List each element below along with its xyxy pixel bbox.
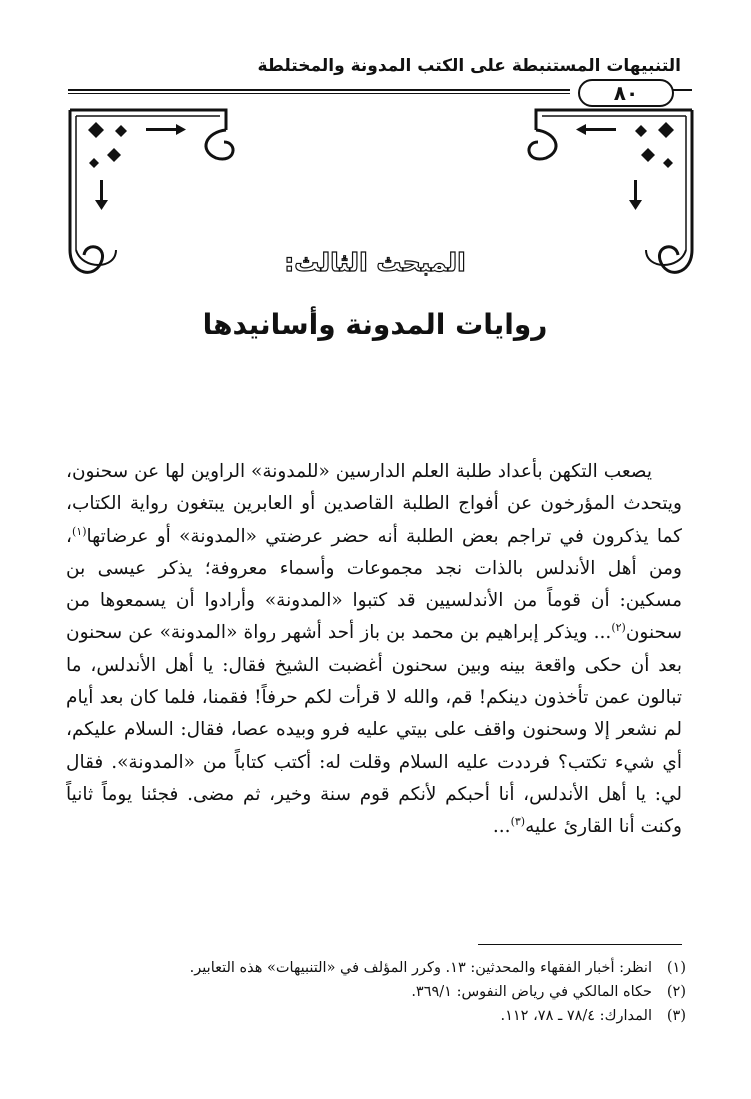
footnote-item (90, 980, 686, 1004)
header-rule-thin (68, 93, 570, 94)
paragraph-part-c: ... ويذكر إبراهيم بن محمد بن باز أحد أشهر رواة «المدونة» عن سحنون بعد أن حكى واقعة بينه وبين سحنون أغضبت الشيخ فقال: يا أهل الأندلس، ما تبالون عمن تأخذون دينكم! قم، والله لا قرأت لكم حرفاً! فقمنا، فلما كان بعد أيام لم نشعر إلا وسحنون واقف على بيتي عليه فرو وبيده عصا، فقال: السلام عليكم، أي شيء تكتب؟ فرددت عليه السلام وقلت له: أكتب كتاباً من «المدونة». فقال لي: يا أهل الأندلس، أنا أحبكم لأنكم قوم سنة وخير، ثم مضى. فجئنا يوماً ثانياً وكنت أنا القارئ عليه (66, 622, 682, 838)
footnote-number: (٣) (666, 1008, 686, 1024)
chapter-title: روايات المدونة وأسانيدها (202, 308, 548, 341)
footnote-item (90, 956, 686, 980)
paragraph (66, 456, 682, 844)
footnote-text: انظر: أخبار الفقهاء والمحدثين: ١٣. وكرر المؤلف في «التنبيهات» هذه التعابير. (189, 960, 652, 976)
chapter-label: المبحث الثالث: (284, 248, 466, 277)
footnote-number: (١) (666, 960, 686, 976)
footnote-item (90, 1004, 686, 1028)
footnote-divider (478, 944, 682, 945)
footnote-ref-2: (٢) (611, 621, 626, 635)
footnote-text: المدارك: ٧٨/٤ ـ ٧٨، ١١٢. (500, 1008, 652, 1024)
paragraph-part-a: يصعب التكهن بأعداد طلبة العلم الدارسين «للمدونة» الراوين لها عن سحنون، ويتحدث المؤرخون عن أفواج الطلبة القاصدين أو العابرين يبتغون رواية الكتاب، كما يذكرون في تراجم بعض الطلبة أنه حضر عرضتي «المدونة» أو عرضاتها (66, 461, 682, 547)
footnote-number: (٢) (666, 984, 686, 1000)
footnote-ref-1: (١) (71, 524, 87, 538)
paragraph-part-d: ... (492, 816, 511, 838)
page-number: ٨٠ (578, 79, 674, 107)
footnote-ref-3: (٣) (510, 815, 526, 829)
paragraph-part-b: ، ومن أهل الأندلس بالذات نجد مجموعات وأسماء معروفة؛ يذكر عيسى بن مسكين: أن قوماً من الأندلسيين قد كتبوا «المدونة» وأرادوا أن يسمعوها من سحنون (66, 525, 682, 644)
footnotes (90, 956, 686, 1028)
footnote-text: حكاه المالكي في رياض النفوس: ٣٦٩/١. (411, 984, 652, 1000)
body-text (66, 456, 682, 844)
header-rule (68, 89, 570, 91)
running-title: التنبيهات المستنبطة على الكتب المدونة والمختلطة (257, 56, 681, 76)
